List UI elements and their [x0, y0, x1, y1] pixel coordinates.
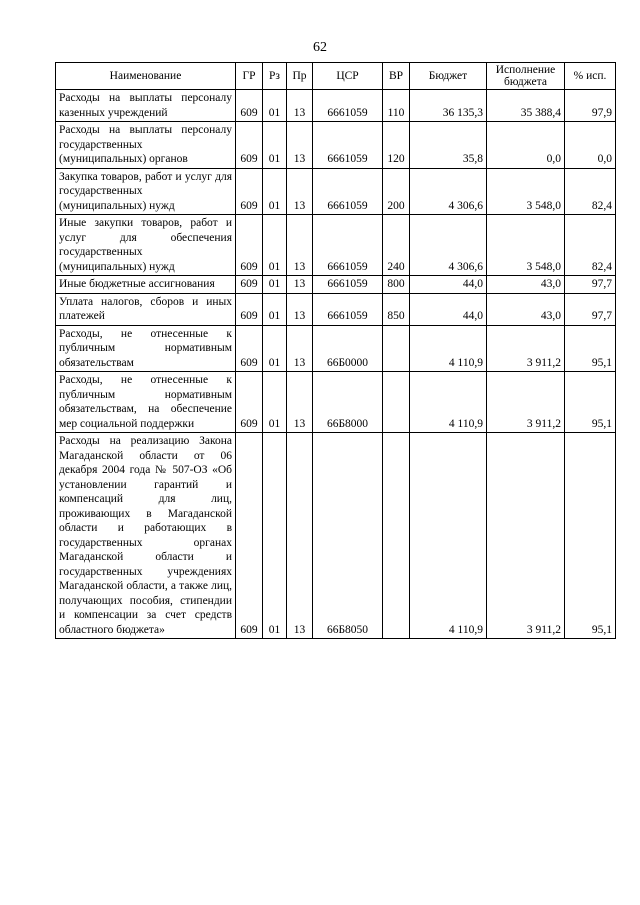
page-number: 62 [313, 40, 327, 55]
row-execution: 3 911,2 [487, 372, 565, 433]
row-rz: 01 [263, 215, 287, 276]
row-rz: 01 [263, 276, 287, 294]
row-vr: 200 [383, 168, 410, 215]
row-percent: 95,1 [565, 433, 616, 639]
header-vr: ВР [383, 63, 410, 90]
row-rz: 01 [263, 372, 287, 433]
row-csr: 6661059 [313, 122, 383, 169]
table-row [56, 372, 616, 433]
row-vr: 120 [383, 122, 410, 169]
row-budget: 4 306,6 [410, 168, 487, 215]
row-gr: 609 [236, 325, 263, 372]
row-budget: 44,0 [410, 276, 487, 294]
row-name: Иные бюджетные ассигнования [56, 276, 236, 294]
row-gr: 609 [236, 433, 263, 639]
row-percent: 0,0 [565, 122, 616, 169]
table-row [56, 215, 616, 276]
row-csr: 66Б8050 [313, 433, 383, 639]
row-pr: 13 [287, 90, 313, 122]
header-budget: Бюджет [410, 63, 487, 90]
table-row [56, 122, 616, 169]
row-gr: 609 [236, 293, 263, 325]
row-pr: 13 [287, 215, 313, 276]
row-rz: 01 [263, 122, 287, 169]
row-csr: 6661059 [313, 276, 383, 294]
row-rz: 01 [263, 325, 287, 372]
row-csr: 6661059 [313, 168, 383, 215]
row-execution: 3 911,2 [487, 433, 565, 639]
row-pr: 13 [287, 276, 313, 294]
row-budget: 4 110,9 [410, 433, 487, 639]
row-percent: 97,9 [565, 90, 616, 122]
row-rz: 01 [263, 168, 287, 215]
row-budget: 4 110,9 [410, 372, 487, 433]
row-gr: 609 [236, 372, 263, 433]
row-budget: 35,8 [410, 122, 487, 169]
row-name: Расходы, не отнесенные к публичным нормативным обязательствам, на обеспечение мер социальной поддержки [56, 372, 236, 433]
header-execution: Исполнение бюджета [487, 63, 565, 90]
row-vr: 240 [383, 215, 410, 276]
row-percent: 97,7 [565, 293, 616, 325]
row-csr: 66Б8000 [313, 372, 383, 433]
row-name: Расходы на выплаты персоналу государственных (муниципальных) органов [56, 122, 236, 169]
row-pr: 13 [287, 168, 313, 215]
row-execution: 0,0 [487, 122, 565, 169]
header-percent: % исп. [565, 63, 616, 90]
header-csr: ЦСР [313, 63, 383, 90]
row-csr: 66Б0000 [313, 325, 383, 372]
row-percent: 82,4 [565, 215, 616, 276]
row-execution: 35 388,4 [487, 90, 565, 122]
row-vr [383, 372, 410, 433]
row-gr: 609 [236, 90, 263, 122]
header-pr: Пр [287, 63, 313, 90]
row-execution: 3 548,0 [487, 168, 565, 215]
table-row [56, 276, 616, 294]
row-execution: 3 911,2 [487, 325, 565, 372]
row-budget: 4 306,6 [410, 215, 487, 276]
header-rz: Рз [263, 63, 287, 90]
row-budget: 36 135,3 [410, 90, 487, 122]
row-name: Расходы на выплаты персоналу казенных учреждений [56, 90, 236, 122]
row-percent: 97,7 [565, 276, 616, 294]
row-vr [383, 433, 410, 639]
row-gr: 609 [236, 122, 263, 169]
row-gr: 609 [236, 215, 263, 276]
table-row [56, 325, 616, 372]
row-vr: 800 [383, 276, 410, 294]
row-name: Расходы, не отнесенные к публичным нормативным обязательствам [56, 325, 236, 372]
row-pr: 13 [287, 433, 313, 639]
row-budget: 44,0 [410, 293, 487, 325]
row-pr: 13 [287, 293, 313, 325]
row-rz: 01 [263, 293, 287, 325]
row-budget: 4 110,9 [410, 325, 487, 372]
row-vr: 110 [383, 90, 410, 122]
row-pr: 13 [287, 372, 313, 433]
row-pr: 13 [287, 122, 313, 169]
row-name: Уплата налогов, сборов и иных платежей [56, 293, 236, 325]
row-rz: 01 [263, 433, 287, 639]
header-gr: ГР [236, 63, 263, 90]
row-name: Закупка товаров, работ и услуг для государственных (муниципальных) нужд [56, 168, 236, 215]
row-name: Иные закупки товаров, работ и услуг для обеспечения государственных (муниципальных) нужд [56, 215, 236, 276]
table-row [56, 433, 616, 639]
row-percent: 82,4 [565, 168, 616, 215]
row-name: Расходы на реализацию Закона Магаданской области от 06 декабря 2004 года № 507-ОЗ «Об установлении гарантий и компенсаций для лиц, проживающих в Магаданской области и работающих в государственных органах Магаданской области и государственных учреждениях Магаданской области, а также лиц, получающих пособия, стипендии и компенсации за счет средств областного бюджета» [56, 433, 236, 639]
row-vr: 850 [383, 293, 410, 325]
row-execution: 3 548,0 [487, 215, 565, 276]
table-row [56, 293, 616, 325]
row-percent: 95,1 [565, 325, 616, 372]
row-percent: 95,1 [565, 372, 616, 433]
row-execution: 43,0 [487, 276, 565, 294]
header-row [56, 63, 616, 90]
table-row [56, 90, 616, 122]
table-row [56, 168, 616, 215]
row-pr: 13 [287, 325, 313, 372]
row-gr: 609 [236, 276, 263, 294]
row-gr: 609 [236, 168, 263, 215]
budget-execution-table [55, 62, 616, 639]
row-csr: 6661059 [313, 90, 383, 122]
row-vr [383, 325, 410, 372]
row-execution: 43,0 [487, 293, 565, 325]
row-csr: 6661059 [313, 215, 383, 276]
row-rz: 01 [263, 90, 287, 122]
row-csr: 6661059 [313, 293, 383, 325]
header-name: Наименование [56, 63, 236, 90]
